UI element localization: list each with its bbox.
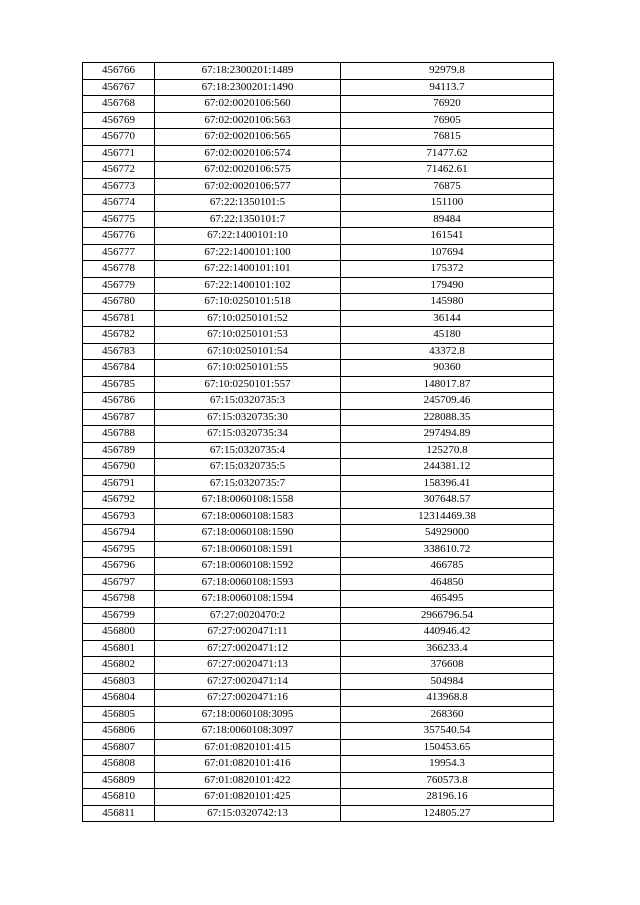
cadastral-number-cell: 67:02:0020106:565 (155, 129, 341, 146)
cadastral-number-cell: 67:27:0020470:2 (155, 607, 341, 624)
record-number-cell: 456799 (83, 607, 155, 624)
record-number-cell: 456769 (83, 112, 155, 129)
table-row (83, 756, 554, 773)
cadastral-number-cell: 67:02:0020106:577 (155, 178, 341, 195)
record-number-cell: 456811 (83, 805, 155, 822)
table-row (83, 376, 554, 393)
record-number-cell: 456793 (83, 508, 155, 525)
value-cell: 28196.16 (341, 789, 554, 806)
record-number-cell: 456800 (83, 624, 155, 641)
cadastral-number-cell: 67:15:0320735:34 (155, 426, 341, 443)
value-cell: 179490 (341, 277, 554, 294)
table-row (83, 409, 554, 426)
table-row (83, 442, 554, 459)
table-row (83, 343, 554, 360)
value-cell: 45180 (341, 327, 554, 344)
record-number-cell: 456773 (83, 178, 155, 195)
value-cell: 89484 (341, 211, 554, 228)
cadastral-number-cell: 67:18:0060108:1590 (155, 525, 341, 542)
value-cell: 268360 (341, 706, 554, 723)
value-cell: 440946.42 (341, 624, 554, 641)
table-row (83, 327, 554, 344)
value-cell: 2966796.54 (341, 607, 554, 624)
cadastral-number-cell: 67:22:1350101:7 (155, 211, 341, 228)
value-cell: 94113.7 (341, 79, 554, 96)
table-row (83, 228, 554, 245)
value-cell: 151100 (341, 195, 554, 212)
table-row (83, 558, 554, 575)
cadastral-number-cell: 67:27:0020471:13 (155, 657, 341, 674)
cadastral-number-cell: 67:22:1400101:100 (155, 244, 341, 261)
record-number-cell: 456802 (83, 657, 155, 674)
table-row (83, 79, 554, 96)
value-cell: 465495 (341, 591, 554, 608)
value-cell: 307648.57 (341, 492, 554, 509)
cadastral-number-cell: 67:15:0320735:4 (155, 442, 341, 459)
cadastral-number-cell: 67:18:2300201:1489 (155, 63, 341, 80)
table-row (83, 657, 554, 674)
cadastral-number-cell: 67:22:1350101:5 (155, 195, 341, 212)
cadastral-number-cell: 67:22:1400101:102 (155, 277, 341, 294)
cadastral-number-cell: 67:27:0020471:12 (155, 640, 341, 657)
cadastral-number-cell: 67:01:0820101:416 (155, 756, 341, 773)
table-row (83, 310, 554, 327)
value-cell: 12314469.38 (341, 508, 554, 525)
record-number-cell: 456787 (83, 409, 155, 426)
table-row (83, 690, 554, 707)
value-cell: 244381.12 (341, 459, 554, 476)
table-row (83, 624, 554, 641)
record-number-cell: 456798 (83, 591, 155, 608)
record-number-cell: 456795 (83, 541, 155, 558)
record-number-cell: 456797 (83, 574, 155, 591)
value-cell: 124805.27 (341, 805, 554, 822)
cadastral-number-cell: 67:02:0020106:563 (155, 112, 341, 129)
cadastral-number-cell: 67:10:0250101:557 (155, 376, 341, 393)
cadastral-number-cell: 67:18:0060108:1558 (155, 492, 341, 509)
table-row (83, 525, 554, 542)
cadastral-number-cell: 67:10:0250101:55 (155, 360, 341, 377)
value-cell: 357540.54 (341, 723, 554, 740)
cadastral-number-cell: 67:22:1400101:101 (155, 261, 341, 278)
record-number-cell: 456776 (83, 228, 155, 245)
table-row (83, 244, 554, 261)
record-number-cell: 456770 (83, 129, 155, 146)
value-cell: 125270.8 (341, 442, 554, 459)
record-number-cell: 456781 (83, 310, 155, 327)
record-number-cell: 456774 (83, 195, 155, 212)
table-row (83, 426, 554, 443)
cadastral-number-cell: 67:15:0320735:7 (155, 475, 341, 492)
record-number-cell: 456784 (83, 360, 155, 377)
record-number-cell: 456808 (83, 756, 155, 773)
table-row (83, 63, 554, 80)
record-number-cell: 456804 (83, 690, 155, 707)
table-row (83, 673, 554, 690)
record-number-cell: 456767 (83, 79, 155, 96)
record-number-cell: 456771 (83, 145, 155, 162)
value-cell: 228088.35 (341, 409, 554, 426)
table-row (83, 739, 554, 756)
cadastral-number-cell: 67:01:0820101:425 (155, 789, 341, 806)
cadastral-number-cell: 67:18:0060108:1594 (155, 591, 341, 608)
value-cell: 464850 (341, 574, 554, 591)
record-number-cell: 456788 (83, 426, 155, 443)
record-number-cell: 456805 (83, 706, 155, 723)
table-row (83, 591, 554, 608)
record-number-cell: 456792 (83, 492, 155, 509)
value-cell: 150453.65 (341, 739, 554, 756)
table-row (83, 805, 554, 822)
value-cell: 504984 (341, 673, 554, 690)
cadastral-number-cell: 67:27:0020471:16 (155, 690, 341, 707)
records-table (82, 62, 554, 822)
table-row (83, 211, 554, 228)
record-number-cell: 456779 (83, 277, 155, 294)
record-number-cell: 456777 (83, 244, 155, 261)
table-row (83, 145, 554, 162)
value-cell: 175372 (341, 261, 554, 278)
record-number-cell: 456791 (83, 475, 155, 492)
table-row (83, 162, 554, 179)
cadastral-number-cell: 67:10:0250101:54 (155, 343, 341, 360)
value-cell: 760573.8 (341, 772, 554, 789)
record-number-cell: 456809 (83, 772, 155, 789)
table-row (83, 195, 554, 212)
cadastral-number-cell: 67:18:0060108:1591 (155, 541, 341, 558)
record-number-cell: 456785 (83, 376, 155, 393)
value-cell: 76905 (341, 112, 554, 129)
cadastral-number-cell: 67:18:0060108:1592 (155, 558, 341, 575)
table-row (83, 574, 554, 591)
cadastral-number-cell: 67:10:0250101:53 (155, 327, 341, 344)
value-cell: 338610.72 (341, 541, 554, 558)
table-row (83, 541, 554, 558)
table-row (83, 112, 554, 129)
cadastral-number-cell: 67:18:0060108:1583 (155, 508, 341, 525)
record-number-cell: 456806 (83, 723, 155, 740)
value-cell: 76920 (341, 96, 554, 113)
table-row (83, 129, 554, 146)
value-cell: 366233.4 (341, 640, 554, 657)
table-row (83, 772, 554, 789)
value-cell: 92979.8 (341, 63, 554, 80)
table-row (83, 360, 554, 377)
record-number-cell: 456772 (83, 162, 155, 179)
value-cell: 158396.41 (341, 475, 554, 492)
table-row (83, 723, 554, 740)
record-number-cell: 456783 (83, 343, 155, 360)
table-row (83, 789, 554, 806)
records-table-body (83, 63, 554, 822)
record-number-cell: 456803 (83, 673, 155, 690)
value-cell: 76875 (341, 178, 554, 195)
cadastral-number-cell: 67:18:0060108:3095 (155, 706, 341, 723)
cadastral-number-cell: 67:18:0060108:3097 (155, 723, 341, 740)
table-row (83, 96, 554, 113)
table-row (83, 475, 554, 492)
value-cell: 145980 (341, 294, 554, 311)
record-number-cell: 456766 (83, 63, 155, 80)
record-number-cell: 456768 (83, 96, 155, 113)
value-cell: 148017.87 (341, 376, 554, 393)
table-row (83, 393, 554, 410)
table-row (83, 492, 554, 509)
cadastral-number-cell: 67:01:0820101:415 (155, 739, 341, 756)
table-row (83, 607, 554, 624)
value-cell: 36144 (341, 310, 554, 327)
record-number-cell: 456782 (83, 327, 155, 344)
record-number-cell: 456780 (83, 294, 155, 311)
value-cell: 413968.8 (341, 690, 554, 707)
value-cell: 54929000 (341, 525, 554, 542)
record-number-cell: 456796 (83, 558, 155, 575)
value-cell: 43372.8 (341, 343, 554, 360)
value-cell: 107694 (341, 244, 554, 261)
cadastral-number-cell: 67:15:0320735:3 (155, 393, 341, 410)
record-number-cell: 456790 (83, 459, 155, 476)
cadastral-number-cell: 67:15:0320735:5 (155, 459, 341, 476)
cadastral-number-cell: 67:10:0250101:52 (155, 310, 341, 327)
value-cell: 76815 (341, 129, 554, 146)
value-cell: 71462.61 (341, 162, 554, 179)
cadastral-number-cell: 67:15:0320735:30 (155, 409, 341, 426)
record-number-cell: 456786 (83, 393, 155, 410)
value-cell: 466785 (341, 558, 554, 575)
record-number-cell: 456778 (83, 261, 155, 278)
cadastral-number-cell: 67:15:0320742:13 (155, 805, 341, 822)
value-cell: 71477.62 (341, 145, 554, 162)
table-row (83, 706, 554, 723)
cadastral-number-cell: 67:22:1400101:10 (155, 228, 341, 245)
table-row (83, 261, 554, 278)
record-number-cell: 456801 (83, 640, 155, 657)
record-number-cell: 456810 (83, 789, 155, 806)
value-cell: 376608 (341, 657, 554, 674)
record-number-cell: 456789 (83, 442, 155, 459)
value-cell: 19954.3 (341, 756, 554, 773)
cadastral-number-cell: 67:18:0060108:1593 (155, 574, 341, 591)
table-row (83, 508, 554, 525)
cadastral-number-cell: 67:02:0020106:574 (155, 145, 341, 162)
table-row (83, 277, 554, 294)
cadastral-number-cell: 67:02:0020106:560 (155, 96, 341, 113)
record-number-cell: 456807 (83, 739, 155, 756)
record-number-cell: 456794 (83, 525, 155, 542)
table-row (83, 178, 554, 195)
cadastral-number-cell: 67:27:0020471:14 (155, 673, 341, 690)
value-cell: 90360 (341, 360, 554, 377)
table-row (83, 640, 554, 657)
cadastral-number-cell: 67:27:0020471:11 (155, 624, 341, 641)
value-cell: 297494.89 (341, 426, 554, 443)
record-number-cell: 456775 (83, 211, 155, 228)
cadastral-number-cell: 67:01:0820101:422 (155, 772, 341, 789)
value-cell: 161541 (341, 228, 554, 245)
table-row (83, 459, 554, 476)
cadastral-number-cell: 67:18:2300201:1490 (155, 79, 341, 96)
cadastral-number-cell: 67:02:0020106:575 (155, 162, 341, 179)
table-row (83, 294, 554, 311)
cadastral-number-cell: 67:10:0250101:518 (155, 294, 341, 311)
value-cell: 245709.46 (341, 393, 554, 410)
